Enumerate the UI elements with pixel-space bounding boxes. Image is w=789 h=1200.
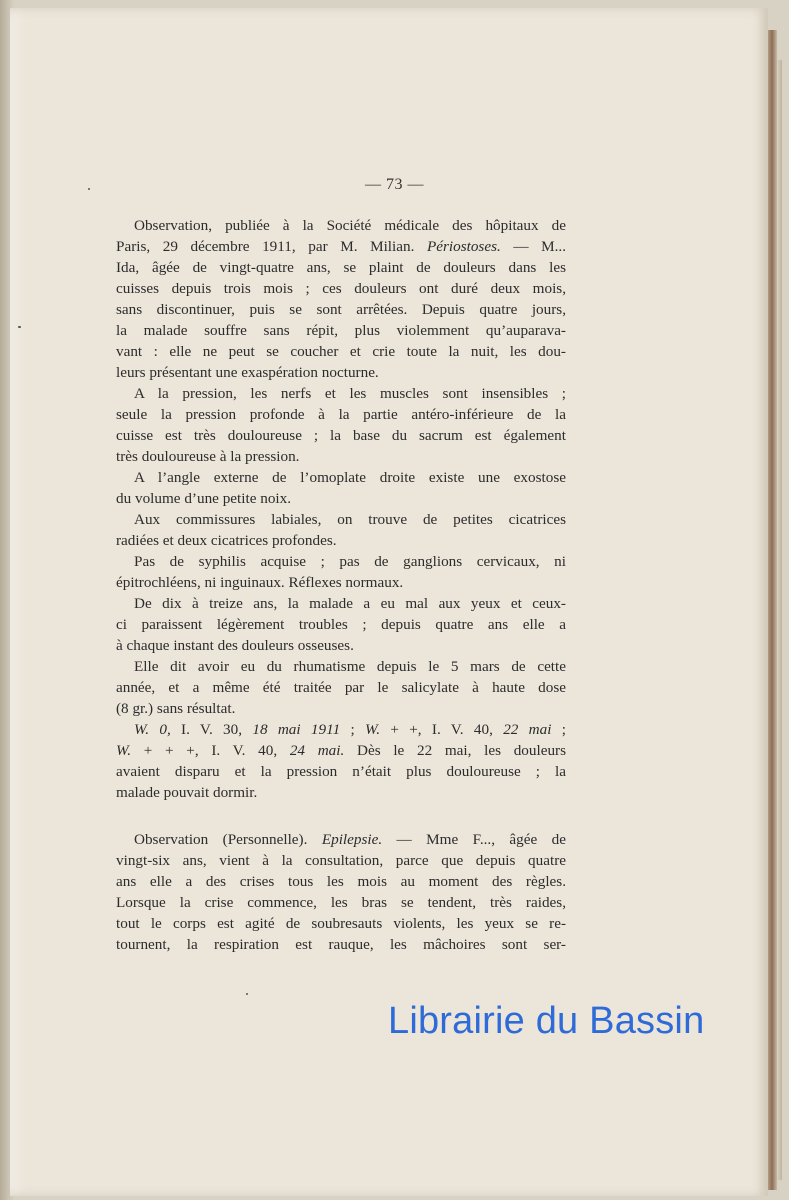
text-line: A l’angle externe de l’omoplate droite existe une exostose [134, 469, 566, 486]
text-line: vingt-six ans, vient à la consultation, parce que depuis quatre [116, 852, 566, 869]
text-line: seule la pression profonde à la partie antéro-inférieure de la [116, 406, 566, 423]
text-line: épitrochléens, ni inguinaux. Réflexes normaux. [116, 574, 404, 591]
text-line: Observation (Personnelle). Epilepsie. — Mme F..., âgée de [134, 831, 566, 848]
text-line: malade pouvait dormir. [116, 784, 258, 801]
text-line: cuisse est très douloureuse ; la base du sacrum est également [116, 427, 566, 444]
text-line: Elle dit avoir eu du rhumatisme depuis le 5 mars de cette [134, 658, 566, 675]
text-line: très douloureuse à la pression. [116, 448, 300, 465]
text-line: leurs présentant une exaspération nocturne. [116, 364, 379, 381]
text-line: radiées et deux cicatrices profondes. [116, 532, 337, 549]
page-edge-outer [777, 60, 782, 1180]
text-line: De dix à treize ans, la malade a eu mal aux yeux et ceux- [134, 595, 566, 612]
text-line: Ida, âgée de vingt-quatre ans, se plaint de douleurs dans les [116, 259, 566, 276]
text-line: sans discontinuer, puis se sont arrêtées. Depuis quatre jours, [116, 301, 566, 318]
text-line: Lorsque la crise commence, les bras se tendent, très raides, [116, 894, 566, 911]
text-line: du volume d’une petite noix. [116, 490, 292, 507]
text-line: vant : elle ne peut se coucher et crie toute la nuit, les dou- [116, 343, 566, 360]
page-number: — 73 — [365, 176, 424, 193]
page-edge [768, 30, 777, 1190]
paper-speck [18, 326, 21, 328]
seller-watermark: Librairie du Bassin [388, 1000, 705, 1042]
text-line: cuisses depuis trois mois ; ces douleurs ont duré deux mois, [116, 280, 566, 297]
text-line: W. 0, I. V. 30, 18 mai 1911 ; W. + +, I. V. 40, 22 mai ; [134, 721, 566, 738]
observation-milian [116, 215, 566, 803]
text-line: tout le corps est agité de soubresauts violents, les yeux se re- [116, 915, 566, 932]
text-line: année, et a même été traitée par le salicylate à haute dose [116, 679, 566, 696]
text-line: (8 gr.) sans résultat. [116, 700, 236, 717]
text-line: W. + + +, I. V. 40, 24 mai. Dès le 22 mai, les douleurs [116, 742, 567, 759]
observation-personnelle [116, 829, 566, 955]
text-line: ci paraissent légèrement troubles ; depuis quatre ans elle a [116, 616, 566, 633]
text-line: Aux commissures labiales, on trouve de petites cicatrices [134, 511, 566, 528]
paper-speck [246, 993, 248, 995]
text-line: Paris, 29 décembre 1911, par M. Milian. Périostoses. — M... [116, 238, 566, 255]
text-line: à chaque instant des douleurs osseuses. [116, 637, 354, 654]
text-line: ans elle a des crises tous les mois au moment des règles. [116, 873, 566, 890]
text-line: avaient disparu et la pression n’était plus douloureuse ; la [116, 763, 566, 780]
text-line: Pas de syphilis acquise ; pas de ganglions cervicaux, ni [134, 553, 566, 570]
text-line: Observation, publiée à la Société médicale des hôpitaux de [134, 217, 566, 234]
text-line: la malade souffre sans répit, plus violemment qu’auparava- [116, 322, 566, 339]
text-line: tournent, la respiration est rauque, les mâchoires sont ser- [116, 936, 566, 953]
text-line: A la pression, les nerfs et les muscles sont insensibles ; [134, 385, 566, 402]
